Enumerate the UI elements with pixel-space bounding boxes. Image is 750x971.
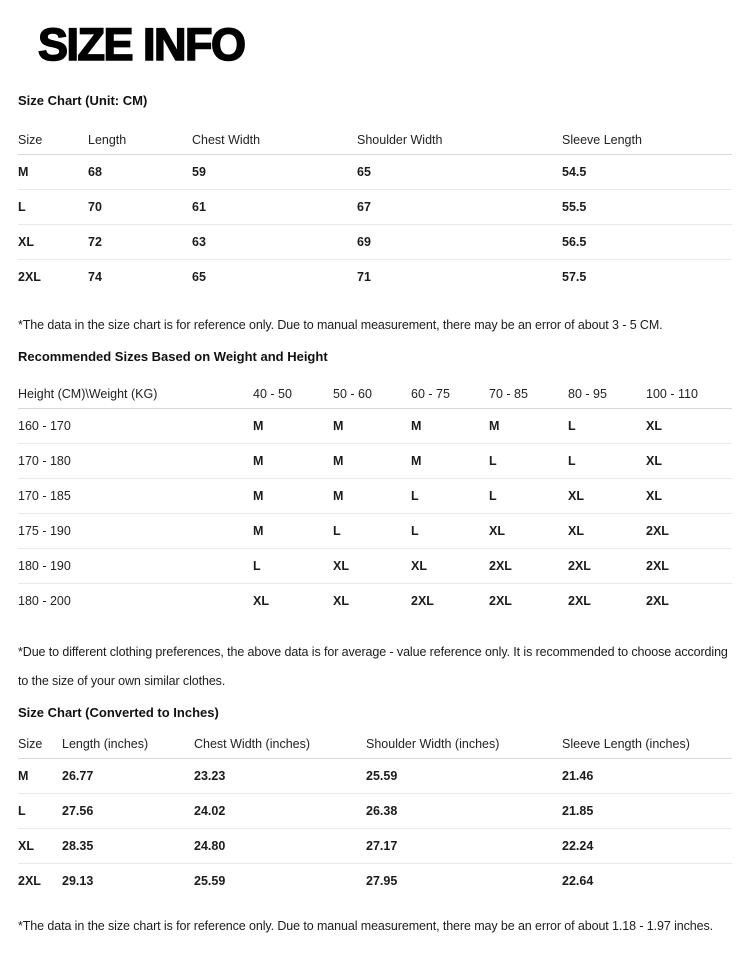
table-row <box>18 584 732 619</box>
row-header-cell: 160 - 170 <box>18 409 253 444</box>
column-header: 70 - 85 <box>489 380 568 409</box>
value-cell: XL <box>333 549 411 584</box>
row-header-cell: L <box>18 190 88 225</box>
column-header: 100 - 110 <box>646 380 732 409</box>
size-chart-inches-table <box>18 730 732 898</box>
value-cell: 2XL <box>411 594 434 608</box>
value-cell: L <box>333 514 411 549</box>
value-cell: 25.59 <box>366 759 562 794</box>
value-cell: 59 <box>192 155 357 190</box>
row-header-cell: M <box>18 155 88 190</box>
row-header-cell: 180 - 190 <box>18 549 253 584</box>
value-cell: 2XL <box>568 594 591 608</box>
value-cell: M <box>253 444 333 479</box>
column-header: Sleeve Length (inches) <box>562 730 732 759</box>
column-header: 80 - 95 <box>568 380 646 409</box>
row-header-cell: 180 - 200 <box>18 594 71 608</box>
value-cell: XL <box>568 479 646 514</box>
column-header: Size <box>18 730 62 759</box>
value-cell: 26.77 <box>62 759 194 794</box>
value-cell: M <box>253 409 333 444</box>
value-cell: 21.46 <box>562 759 732 794</box>
value-cell: 29.13 <box>62 874 94 888</box>
table-row <box>18 155 732 190</box>
value-cell: XL <box>646 409 732 444</box>
value-cell: L <box>253 549 333 584</box>
value-cell: M <box>333 409 411 444</box>
value-cell: 65 <box>357 155 562 190</box>
value-cell: 74 <box>88 270 102 284</box>
value-cell: M <box>411 444 489 479</box>
header-row <box>18 126 732 155</box>
value-cell: 61 <box>192 190 357 225</box>
table-row <box>18 829 732 864</box>
value-cell: 65 <box>192 270 206 284</box>
value-cell: M <box>411 409 489 444</box>
value-cell: XL <box>489 514 568 549</box>
value-cell: XL <box>411 549 489 584</box>
row-header-cell: XL <box>18 225 88 260</box>
value-cell: 24.02 <box>194 794 366 829</box>
value-cell: 71 <box>357 270 371 284</box>
value-cell: 2XL <box>646 549 732 584</box>
section-title-recommended: Recommended Sizes Based on Weight and Height <box>18 349 328 364</box>
column-header: Shoulder Width (inches) <box>366 730 562 759</box>
value-cell: 27.56 <box>62 794 194 829</box>
row-header-cell: 2XL <box>18 270 41 284</box>
column-header: Height (CM)\Weight (KG) <box>18 380 253 409</box>
value-cell: XL <box>568 514 646 549</box>
value-cell: XL <box>646 479 732 514</box>
column-header: 50 - 60 <box>333 380 411 409</box>
value-cell: L <box>411 479 489 514</box>
value-cell: 55.5 <box>562 190 732 225</box>
value-cell: 63 <box>192 225 357 260</box>
section-recommended-sizes <box>18 348 732 696</box>
size-chart-cm-table <box>18 126 732 294</box>
note-cm: *The data in the size chart is for reference only. Due to manual measurement, there may be an error of about 3 - 5 CM. <box>18 318 663 332</box>
row-header-cell: 170 - 180 <box>18 444 253 479</box>
header-row <box>18 380 732 409</box>
value-cell: 56.5 <box>562 225 732 260</box>
column-header: Length (inches) <box>62 730 194 759</box>
header-row <box>18 730 732 759</box>
value-cell: 26.38 <box>366 794 562 829</box>
value-cell: 23.23 <box>194 759 366 794</box>
note-inches: *The data in the size chart is for reference only. Due to manual measurement, there may be an error of about 1.18 - 1.97 inches. <box>18 919 713 933</box>
value-cell: M <box>253 479 333 514</box>
value-cell: 25.59 <box>194 874 226 888</box>
section-title-inches: Size Chart (Converted to Inches) <box>18 705 219 720</box>
column-header: 60 - 75 <box>411 380 489 409</box>
table-row <box>18 479 732 514</box>
value-cell: L <box>411 514 489 549</box>
value-cell: 22.64 <box>562 874 594 888</box>
value-cell: M <box>333 479 411 514</box>
value-cell: 2XL <box>568 549 646 584</box>
value-cell: 54.5 <box>562 155 732 190</box>
column-header: Length <box>88 126 192 155</box>
value-cell: 67 <box>357 190 562 225</box>
page-title: SIZE INFO <box>38 19 245 70</box>
size-info-page <box>0 19 750 941</box>
column-header: Size <box>18 126 88 155</box>
row-header-cell: 170 - 185 <box>18 479 253 514</box>
value-cell: 22.24 <box>562 829 732 864</box>
value-cell: M <box>489 409 568 444</box>
section-title-cm: Size Chart (Unit: CM) <box>18 93 148 108</box>
value-cell: 2XL <box>646 514 732 549</box>
table-row <box>18 409 732 444</box>
column-header: Chest Width <box>192 126 357 155</box>
section-size-chart-cm <box>18 92 732 340</box>
value-cell: M <box>253 514 333 549</box>
value-cell: L <box>568 409 646 444</box>
column-header: Shoulder Width <box>357 126 562 155</box>
table-row <box>18 794 732 829</box>
value-cell: XL <box>646 444 732 479</box>
value-cell: M <box>333 444 411 479</box>
column-header: 40 - 50 <box>253 380 333 409</box>
table-row <box>18 190 732 225</box>
value-cell: 70 <box>88 190 192 225</box>
table-row <box>18 549 732 584</box>
value-cell: XL <box>333 594 349 608</box>
column-header: Chest Width (inches) <box>194 730 366 759</box>
value-cell: 28.35 <box>62 829 194 864</box>
value-cell: 57.5 <box>562 270 587 284</box>
table-row <box>18 864 732 899</box>
value-cell: 72 <box>88 225 192 260</box>
value-cell: L <box>489 444 568 479</box>
value-cell: 21.85 <box>562 794 732 829</box>
note-recommended: *Due to different clothing preferences, the above data is for average - value reference only. It is recommended to choose according to the size of your own similar clothes. <box>18 645 728 688</box>
value-cell: 2XL <box>489 549 568 584</box>
value-cell: L <box>568 444 646 479</box>
section-size-chart-inches <box>18 704 732 941</box>
value-cell: 2XL <box>489 594 512 608</box>
table-row <box>18 514 732 549</box>
table-row <box>18 759 732 794</box>
column-header: Sleeve Length <box>562 126 732 155</box>
value-cell: L <box>489 479 568 514</box>
row-header-cell: L <box>18 794 62 829</box>
recommended-sizes-table <box>18 380 732 618</box>
value-cell: 27.95 <box>366 874 398 888</box>
value-cell: 27.17 <box>366 829 562 864</box>
value-cell: 69 <box>357 225 562 260</box>
value-cell: 24.80 <box>194 829 366 864</box>
row-header-cell: 175 - 190 <box>18 514 253 549</box>
value-cell: 68 <box>88 155 192 190</box>
table-row <box>18 444 732 479</box>
row-header-cell: XL <box>18 829 62 864</box>
table-row <box>18 260 732 295</box>
value-cell: XL <box>253 594 269 608</box>
row-header-cell: M <box>18 759 62 794</box>
value-cell: 2XL <box>646 594 669 608</box>
table-row <box>18 225 732 260</box>
row-header-cell: 2XL <box>18 874 41 888</box>
